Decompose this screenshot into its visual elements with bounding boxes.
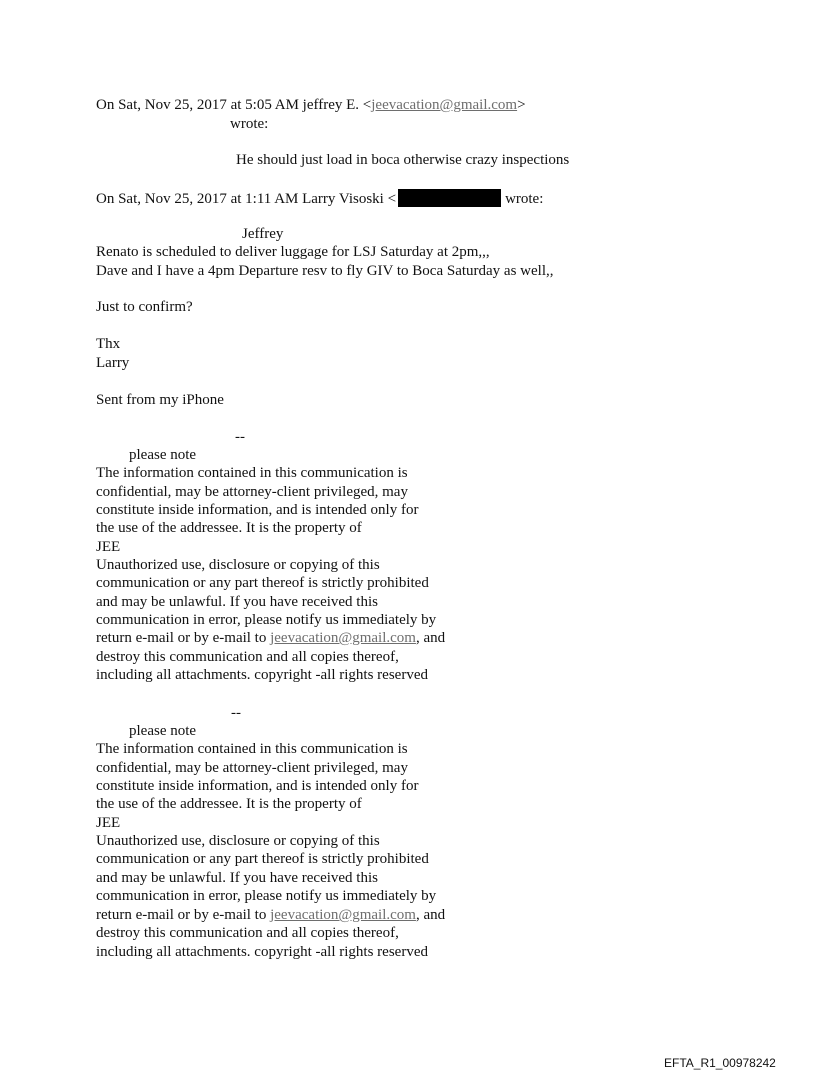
disclaimer-2-line: constitute inside information, and is intended only for [96,778,419,794]
disclaimer-1-return-suffix: , and [415,630,446,646]
disclaimer-1-email-link[interactable]: jeevacation@gmail.com [270,630,416,646]
disclaimer-1-line: communication in error, please notify us immediately by [96,612,437,628]
disclaimer-2-line: confidential, may be attorney-client privileged, may [96,760,408,776]
document-id: EFTA_R1_00978242 [664,1056,776,1070]
disclaimer-1-return-line [96,629,445,647]
disclaimer-1-line: the use of the addressee. It is the property of [96,520,362,536]
disclaimer-2-line: the use of the addressee. It is the property of [96,796,362,812]
disclaimer-1-line: confidential, may be attorney-client privileged, may [96,484,408,500]
disclaimer-1-line: including all attachments. copyright -all rights reserved [96,667,428,683]
message-confirm: Just to confirm? [96,299,193,315]
message-line-1: Renato is scheduled to deliver luggage for LSJ Saturday at 2pm,,, [96,244,490,260]
message-greeting: Jeffrey [242,226,284,242]
disclaimer-2-line: and may be unlawful. If you have received this [96,870,378,886]
quote-header-jeffrey-wrote: wrote: [230,116,269,132]
disclaimer-2-line: communication or any part thereof is strictly prohibited [96,851,429,867]
message-line-2: Dave and I have a 4pm Departure resv to fly GIV to Boca Saturday as well,, [96,263,554,279]
disclaimer-1-line: communication or any part thereof is strictly prohibited [96,575,429,591]
disclaimer-1-dash: -- [235,429,245,445]
quote-header-jeffrey [96,96,526,114]
redaction-block [398,189,501,207]
quote-header-larry-prefix: On Sat, Nov 25, 2017 at 1:11 AM Larry Visoski < [96,191,397,207]
disclaimer-2-dash: -- [231,705,241,721]
disclaimer-1-return-prefix: return e-mail or by e-mail to [96,630,271,646]
quote-header-jeffrey-suffix: > [517,97,526,113]
disclaimer-2-return-suffix: , and [415,907,446,923]
quote-header-jeffrey-prefix: On Sat, Nov 25, 2017 at 5:05 AM jeffrey E. < [96,97,372,113]
disclaimer-1-line: JEE [96,539,121,555]
disclaimer-2-return-prefix: return e-mail or by e-mail to [96,907,271,923]
message-sender-name: Larry [96,355,130,371]
quote-header-larry-wrote: wrote: [505,191,544,207]
disclaimer-1-note: please note [129,447,197,463]
message-signature: Sent from my iPhone [96,392,224,408]
disclaimer-1-line: destroy this communication and all copies thereof, [96,649,399,665]
disclaimer-1-line: Unauthorized use, disclosure or copying of this [96,557,380,573]
disclaimer-1-line: The information contained in this communication is [96,465,408,481]
disclaimer-2-line: JEE [96,815,121,831]
reply-text: He should just load in boca otherwise crazy inspections [236,152,570,168]
disclaimer-2-email-link[interactable]: jeevacation@gmail.com [270,907,416,923]
disclaimer-2-note: please note [129,723,197,739]
disclaimer-2-line: Unauthorized use, disclosure or copying of this [96,833,380,849]
message-thanks: Thx [96,336,121,352]
quote-header-larry [96,189,543,208]
jeffrey-email-link[interactable]: jeevacation@gmail.com [371,97,518,113]
disclaimer-1-line: constitute inside information, and is intended only for [96,502,419,518]
disclaimer-2-return-line [96,906,445,924]
disclaimer-2-line: destroy this communication and all copies thereof, [96,925,399,941]
disclaimer-1-line: and may be unlawful. If you have received this [96,594,378,610]
disclaimer-2-line: The information contained in this communication is [96,741,408,757]
disclaimer-2-line: communication in error, please notify us immediately by [96,888,437,904]
disclaimer-2-line: including all attachments. copyright -all rights reserved [96,944,428,960]
